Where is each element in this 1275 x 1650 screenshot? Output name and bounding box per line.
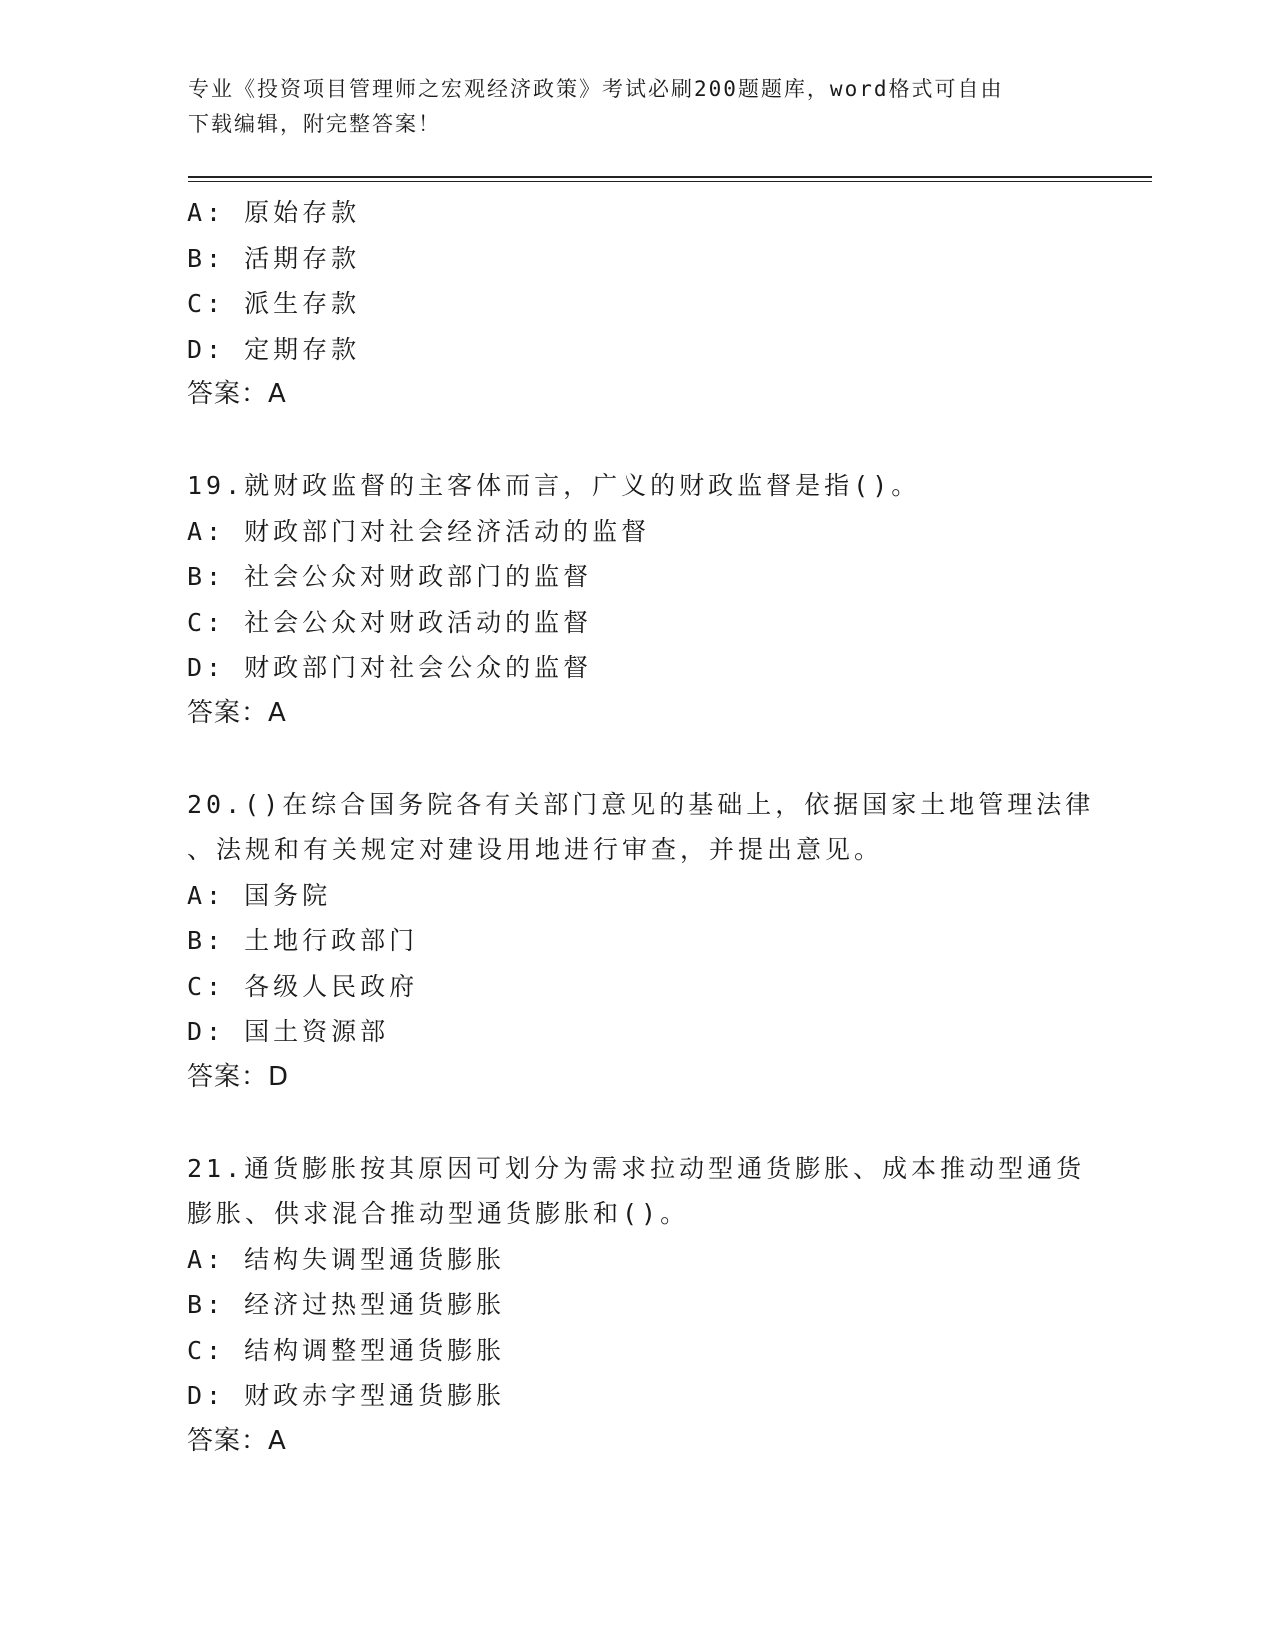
question-21 [187,1146,1107,1465]
option-a: A: 结构失调型通货膨胀 [187,1244,506,1274]
question-19 [187,463,1107,736]
option-a: A: 原始存款 [187,198,361,227]
option-d: D: 国土资源部 [187,1017,390,1046]
question-20 [187,782,1107,1101]
spacer [187,1100,1107,1146]
answer: 答案：A [187,1425,287,1456]
option-b: B: 土地行政部门 [187,926,419,955]
spacer [187,736,1107,782]
option-b: B: 社会公众对财政部门的监督 [187,562,593,591]
answer: 答案：A [187,379,287,409]
header-rule-thin [188,181,1152,182]
question-stem-line-1: 21.通货膨胀按其原因可划分为需求拉动型通货膨胀、成本推动型通货 [187,1153,1086,1183]
option-b: B: 经济过热型通货膨胀 [187,1290,506,1319]
answer: 答案：A [187,697,287,728]
question-content [187,190,1107,1464]
option-d: D: 财政赤字型通货膨胀 [187,1381,506,1410]
option-c: C: 结构调整型通货膨胀 [187,1335,506,1365]
option-c: C: 社会公众对财政活动的监督 [187,607,593,637]
option-a: A: 财政部门对社会经济活动的监督 [187,516,651,546]
option-d: D: 定期存款 [187,334,361,364]
header-line-2: 下载编辑，附完整答案！ [188,112,441,136]
option-d: D: 财政部门对社会公众的监督 [187,653,593,682]
header-rule-thick [188,176,1152,178]
document-header [188,72,1088,142]
option-a: A: 国务院 [187,880,332,910]
option-c: C: 各级人民政府 [187,971,419,1001]
question-stem: 19.就财政监督的主客体而言，广义的财政监督是指()。 [187,471,921,500]
answer: 答案：D [187,1061,290,1092]
question-stem-line-2: 膨胀、供求混合推动型通货膨胀和()。 [187,1199,690,1228]
question-stem-line-1: 20.()在综合国务院各有关部门意见的基础上，依据国家土地管理法律 [187,789,1095,819]
question-stem-line-2: 、法规和有关规定对建设用地进行审查，并提出意见。 [187,835,884,864]
question-18 [187,190,1107,418]
header-line-1: 专业《投资项目管理师之宏观经济政策》考试必刷200题题库，word格式可自由 [188,77,1004,101]
option-b: B: 活期存款 [187,243,361,273]
spacer [187,418,1107,464]
option-c: C: 派生存款 [187,289,361,318]
